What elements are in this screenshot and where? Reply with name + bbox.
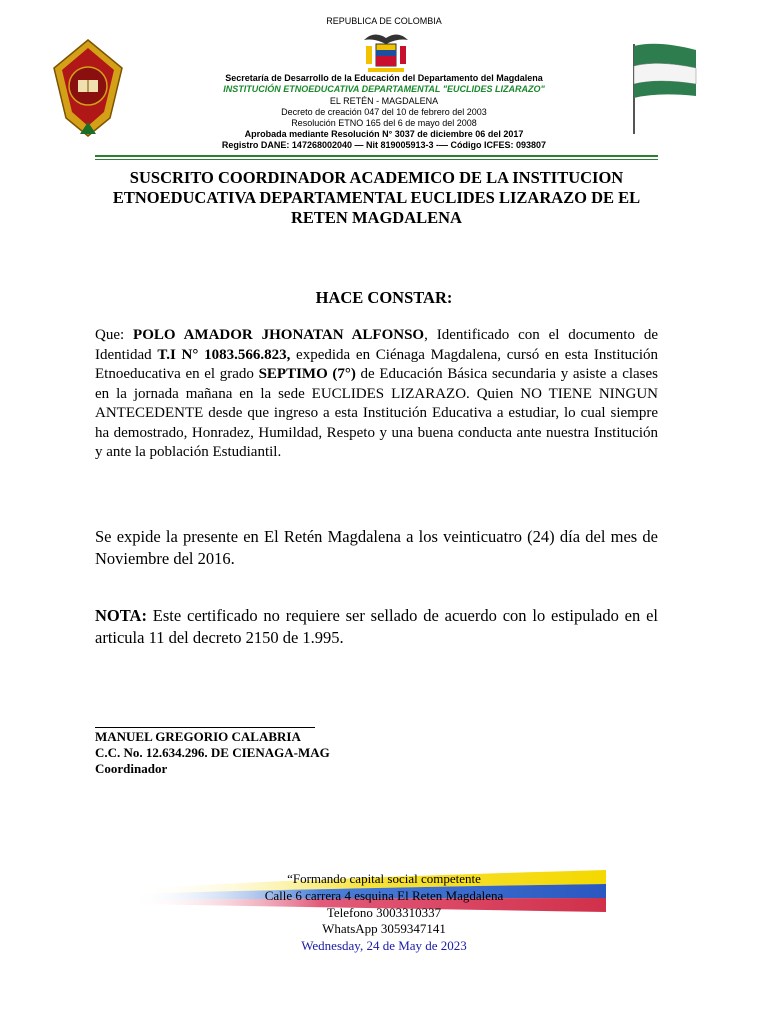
student-grade: SEPTIMO (7°): [258, 366, 356, 382]
nota-paragraph: [95, 605, 658, 648]
footer-whatsapp: WhatsApp 3059347141: [322, 921, 446, 936]
issue-paragraph: Se expide la presente en El Retén Magdalena a los veinticuatro (24) día del mes de Noviembre del 2016.: [95, 527, 658, 568]
footer-motto: “Formando capital social competente: [287, 871, 481, 886]
header-institution: INSTITUCIÓN ETNOEDUCATIVA DEPARTAMENTAL "EUCLIDES LIZARAZO": [223, 84, 545, 94]
student-document: T.I N° 1083.566.823,: [157, 346, 291, 363]
nota-label: NOTA:: [95, 606, 147, 625]
signer-role: Coordinador: [95, 761, 168, 776]
header-resolution: Resolución ETNO 165 del 6 de mayo del 2008: [291, 118, 477, 128]
student-name: POLO AMADOR JHONATAN ALFONSO: [133, 327, 425, 343]
signature-line: [95, 727, 315, 728]
header-approved: Aprobada mediante Resolución N° 3037 de diciembre 06 del 2017: [244, 129, 524, 139]
signer-name: MANUEL GREGORIO CALABRIA: [95, 729, 301, 744]
header-country: REPUBLICA DE COLOMBIA: [326, 16, 442, 26]
header-divider-bottom: [95, 159, 658, 160]
header-divider-top: [95, 155, 658, 157]
header-registry: Registro DANE: 147268002040 — Nit 819005913-3 -— Código ICFES: 093807: [221, 140, 547, 150]
footer-date: Wednesday, 24 de May de 2023: [301, 938, 467, 953]
body-text-b: expedida en Ciénaga Magdalena, cursó en esta Institución Etnoeducativa en el grado: [95, 346, 658, 382]
coat-of-arms-logo: [362, 30, 410, 74]
body-text-a: , Identificado con el documento de Identidad: [95, 327, 658, 363]
header-secretaria: Secretaría de Desarrollo de la Educación del Departamento del Magdalena: [225, 73, 543, 83]
footer-phone: Telefono 3003310337: [326, 905, 442, 920]
document-title: SUSCRITO COORDINADOR ACADEMICO DE LA INSTITUCION ETNOEDUCATIVA DEPARTAMENTAL EUCLIDES LIZARAZO DE EL RETEN MAGDALENA: [112, 168, 641, 227]
header-location: EL RETÉN - MAGDALENA: [329, 96, 439, 106]
body-text-c: de Educación Básica secundaria y asiste a clases en la jornada mañana en la sede EUCLIDES LIZARAZO. Quien NO TIENE NINGUN ANTECEDENTE desde que ingreso a esta Institución Educativa a estudiar, lo cual siempre ha demostrado, Honradez, Humildad, Respeto y una buena conducta ante nuestra Institución y ante la población Estudiantil.: [95, 366, 659, 460]
nota-text: Este certificado no requiere ser sellado de acuerdo con lo estipulado en el articula 11 del decreto 2150 de 1.995.: [95, 606, 658, 647]
header-decree: Decreto de creación 047 del 10 de febrero del 2003: [281, 107, 487, 117]
footer-address: Calle 6 carrera 4 esquina El Reten Magdalena: [264, 888, 504, 903]
signer-id: C.C. No. 12.634.296. DE CIENAGA-MAG: [95, 745, 330, 760]
que-label: Que:: [95, 327, 134, 343]
body-paragraph-main: [95, 326, 658, 463]
hace-constar-heading: HACE CONSTAR:: [315, 288, 453, 307]
